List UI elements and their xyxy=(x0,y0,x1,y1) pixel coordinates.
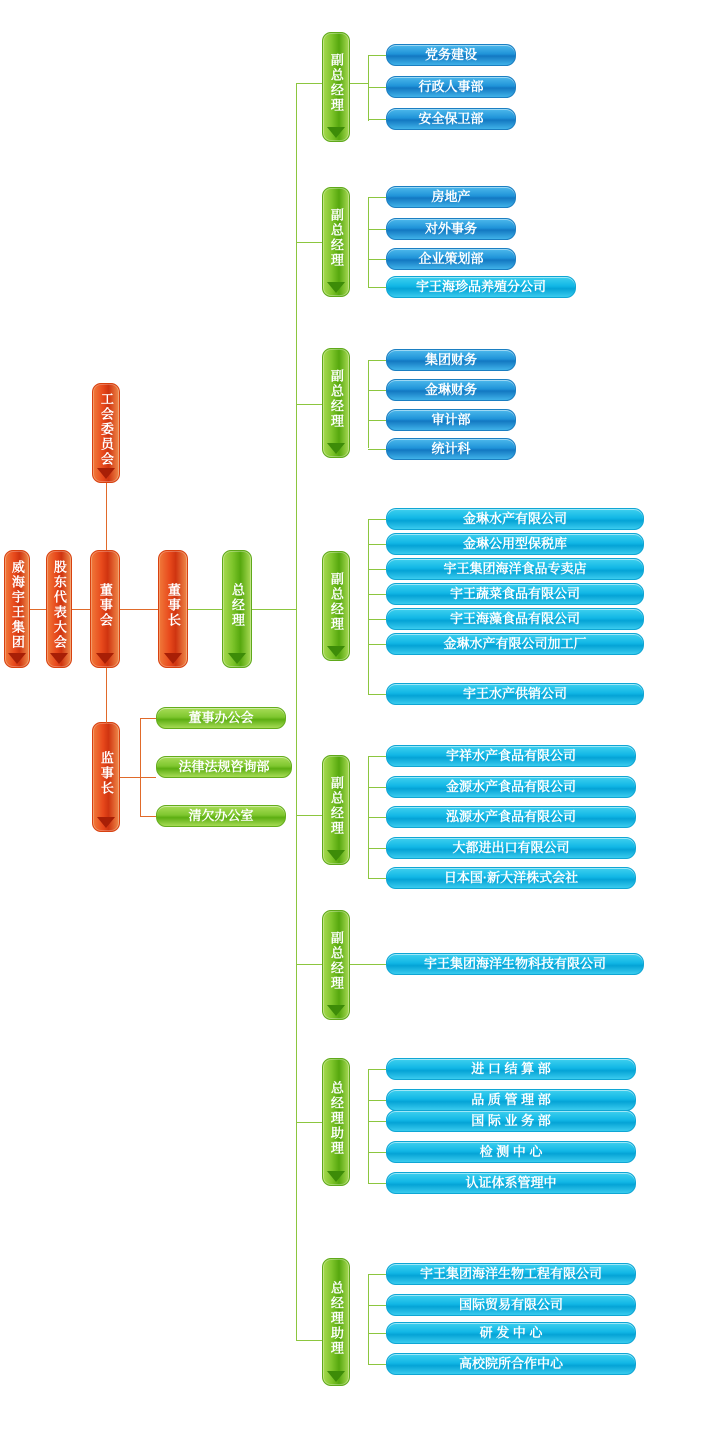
node-label: 清欠办公室 xyxy=(188,808,254,824)
connector xyxy=(368,360,386,361)
node-label: 法律法规咨询部 xyxy=(178,759,270,775)
connector xyxy=(368,519,369,694)
node-label: 日本国·新大洋株式会社 xyxy=(443,870,579,886)
node-general-manager-label: 总经理 xyxy=(229,582,245,628)
node-label: 国际贸易有限公司 xyxy=(458,1297,563,1313)
connector xyxy=(368,1069,369,1183)
node-label: 宇王海藻食品有限公司 xyxy=(449,611,580,627)
branch-2-child-2[interactable] xyxy=(386,409,516,431)
connector xyxy=(368,1183,386,1184)
branch-6-child-2[interactable] xyxy=(386,1110,636,1132)
connector xyxy=(368,569,386,570)
connector xyxy=(120,777,156,778)
branch-3-child-1[interactable] xyxy=(386,533,644,555)
node-label: 党务建设 xyxy=(424,47,477,63)
connector xyxy=(368,87,386,88)
branch-0-title[interactable] xyxy=(322,32,350,142)
connector xyxy=(368,119,386,120)
branch-6-child-3[interactable] xyxy=(386,1141,636,1163)
node-board[interactable] xyxy=(90,550,120,668)
connector xyxy=(368,259,386,260)
caret-icon xyxy=(228,653,246,664)
node-label: 宇祥水产食品有限公司 xyxy=(445,748,576,764)
branch-2-title[interactable] xyxy=(322,348,350,458)
branch-5-title[interactable] xyxy=(322,910,350,1020)
connector xyxy=(296,1340,322,1341)
caret-icon xyxy=(50,653,68,664)
connector xyxy=(368,878,386,879)
branch-2-child-0[interactable] xyxy=(386,349,516,371)
connector xyxy=(30,609,46,610)
connector xyxy=(296,815,322,816)
connector xyxy=(368,449,386,450)
node-label: 进 口 结 算 部 xyxy=(471,1061,551,1077)
branch-4-child-1[interactable] xyxy=(386,776,636,798)
node-label: 董事办公会 xyxy=(188,710,254,726)
node-board-label: 董事会 xyxy=(97,582,113,628)
node-label: 审计部 xyxy=(431,412,471,428)
connector xyxy=(368,287,386,288)
node-label: 房地产 xyxy=(431,189,471,205)
caret-icon xyxy=(96,653,114,664)
caret-icon xyxy=(327,850,345,861)
node-supervisor-child-2[interactable] xyxy=(156,805,286,827)
connector xyxy=(368,519,386,520)
node-label: 宇王水产供销公司 xyxy=(462,686,567,702)
node-union-committee[interactable] xyxy=(92,383,120,483)
caret-icon xyxy=(327,443,345,454)
branch-6-child-4[interactable] xyxy=(386,1172,636,1194)
connector xyxy=(120,609,158,610)
node-label: 安全保卫部 xyxy=(418,111,484,127)
node-chairman-label: 董事长 xyxy=(165,582,181,628)
connector xyxy=(296,242,322,243)
connector xyxy=(368,1152,386,1153)
branch-6-title[interactable] xyxy=(322,1058,350,1186)
branch-title-label: 副总经理 xyxy=(328,931,344,991)
node-supervisor-child-1[interactable] xyxy=(156,756,292,778)
node-label: 检 测 中 心 xyxy=(479,1144,543,1160)
branch-title-label: 副总经理 xyxy=(328,208,344,268)
branch-title-label: 副总经理 xyxy=(328,572,344,632)
node-label: 品 质 管 理 部 xyxy=(471,1092,551,1108)
connector xyxy=(368,1100,386,1101)
connector xyxy=(368,644,386,645)
branch-0-child-0[interactable] xyxy=(386,44,516,66)
node-label: 研 发 中 心 xyxy=(479,1325,543,1341)
connector xyxy=(368,420,386,421)
node-label: 对外事务 xyxy=(424,221,477,237)
branch-title-label: 总经理助理 xyxy=(328,1080,344,1156)
branch-0-child-1[interactable] xyxy=(386,76,516,98)
connector xyxy=(140,718,156,719)
connector xyxy=(368,594,386,595)
branch-1-child-0[interactable] xyxy=(386,186,516,208)
branch-3-child-2[interactable] xyxy=(386,558,644,580)
branch-7-child-1[interactable] xyxy=(386,1294,636,1316)
connector xyxy=(140,816,156,817)
node-label: 认证体系管理中 xyxy=(465,1175,557,1191)
branch-3-child-6[interactable] xyxy=(386,683,644,705)
branch-title-label: 副总经理 xyxy=(328,776,344,836)
connector xyxy=(252,609,296,610)
connector xyxy=(368,197,386,198)
connector xyxy=(140,718,141,816)
node-shareholders[interactable] xyxy=(46,550,72,668)
connector xyxy=(368,544,386,545)
connector xyxy=(106,483,107,550)
connector xyxy=(296,404,322,405)
connector xyxy=(368,360,369,448)
main-spine xyxy=(296,83,297,1340)
node-root-label: 威海宇王集团 xyxy=(9,560,25,650)
connector xyxy=(296,1122,322,1123)
caret-icon xyxy=(327,282,345,293)
branch-title-label: 副总经理 xyxy=(328,369,344,429)
connector xyxy=(296,964,322,965)
connector xyxy=(368,848,386,849)
node-general-manager[interactable] xyxy=(222,550,252,668)
connector xyxy=(368,55,386,56)
connector xyxy=(368,390,386,391)
branch-4-title[interactable] xyxy=(322,755,350,865)
branch-7-child-3[interactable] xyxy=(386,1353,636,1375)
node-label: 宇王集团海洋生物工程有限公司 xyxy=(419,1266,602,1282)
branch-1-title[interactable] xyxy=(322,187,350,297)
node-supervisor[interactable] xyxy=(92,722,120,832)
branch-6-child-1[interactable] xyxy=(386,1089,636,1111)
branch-2-child-3[interactable] xyxy=(386,438,516,460)
node-label: 统计科 xyxy=(431,441,471,457)
branch-3-child-5[interactable] xyxy=(386,633,644,655)
branch-3-title[interactable] xyxy=(322,551,350,661)
branch-3-child-0[interactable] xyxy=(386,508,644,530)
caret-icon xyxy=(327,1171,345,1182)
branch-2-child-1[interactable] xyxy=(386,379,516,401)
node-label: 金琳水产有限公司 xyxy=(462,511,567,527)
branch-title-label: 副总经理 xyxy=(328,53,344,113)
branch-3-child-4[interactable] xyxy=(386,608,644,630)
node-label: 行政人事部 xyxy=(418,79,484,95)
connector xyxy=(72,609,90,610)
connector xyxy=(368,1305,386,1306)
node-label: 宇王集团海洋生物科技有限公司 xyxy=(423,956,606,972)
node-chairman[interactable] xyxy=(158,550,188,668)
connector xyxy=(188,609,222,610)
node-root[interactable] xyxy=(4,550,30,668)
branch-1-child-1[interactable] xyxy=(386,218,516,240)
node-supervisor-child-0[interactable] xyxy=(156,707,286,729)
node-supervisor-label: 监事长 xyxy=(98,750,114,796)
branch-7-title[interactable] xyxy=(322,1258,350,1386)
connector xyxy=(368,55,369,121)
node-label: 集团财务 xyxy=(424,352,477,368)
branch-1-child-2[interactable] xyxy=(386,248,516,270)
connector xyxy=(368,694,386,695)
connector xyxy=(350,964,386,965)
node-label: 国 际 业 务 部 xyxy=(471,1113,551,1129)
connector xyxy=(368,1069,386,1070)
connector xyxy=(368,787,386,788)
node-label: 金琳水产有限公司加工厂 xyxy=(443,636,587,652)
connector xyxy=(368,619,386,620)
branch-1-child-3[interactable] xyxy=(386,276,576,298)
connector xyxy=(368,1274,369,1364)
caret-icon xyxy=(8,653,26,664)
caret-icon xyxy=(97,468,115,479)
branch-6-child-0[interactable] xyxy=(386,1058,636,1080)
branch-4-child-2[interactable] xyxy=(386,806,636,828)
node-label: 金琳财务 xyxy=(424,382,477,398)
node-shareholders-label: 股东代表大会 xyxy=(51,560,67,650)
connector xyxy=(368,229,386,230)
connector xyxy=(350,83,368,84)
branch-4-child-0[interactable] xyxy=(386,745,636,767)
caret-icon xyxy=(164,653,182,664)
connector xyxy=(106,668,107,724)
node-label: 高校院所合作中心 xyxy=(458,1356,563,1372)
connector xyxy=(368,1121,386,1122)
node-label: 金源水产食品有限公司 xyxy=(445,779,576,795)
node-label: 宇王蔬菜食品有限公司 xyxy=(449,586,580,602)
node-label: 金琳公用型保税库 xyxy=(462,536,567,552)
node-label: 企业策划部 xyxy=(418,251,484,267)
connector xyxy=(368,1333,386,1334)
caret-icon xyxy=(327,1005,345,1016)
connector xyxy=(368,756,386,757)
branch-4-child-4[interactable] xyxy=(386,867,636,889)
branch-0-child-2[interactable] xyxy=(386,108,516,130)
connector xyxy=(296,83,322,84)
node-union-committee-label: 工会委员会 xyxy=(98,391,114,467)
node-label: 大都进出口有限公司 xyxy=(452,840,570,856)
caret-icon xyxy=(327,1371,345,1382)
caret-icon xyxy=(327,127,345,138)
node-label: 泓源水产食品有限公司 xyxy=(445,809,576,825)
caret-icon xyxy=(97,817,115,828)
caret-icon xyxy=(327,646,345,657)
connector xyxy=(368,1364,386,1365)
branch-7-child-2[interactable] xyxy=(386,1322,636,1344)
branch-title-label: 总经理助理 xyxy=(328,1280,344,1356)
connector xyxy=(368,197,369,287)
node-label: 宇王集团海洋食品专卖店 xyxy=(443,561,587,577)
branch-3-child-3[interactable] xyxy=(386,583,644,605)
node-label: 宇王海珍品养殖分公司 xyxy=(415,279,546,295)
connector xyxy=(368,817,386,818)
branch-7-child-0[interactable] xyxy=(386,1263,636,1285)
connector xyxy=(368,1274,386,1275)
branch-4-child-3[interactable] xyxy=(386,837,636,859)
branch-5-child-0[interactable] xyxy=(386,953,644,975)
